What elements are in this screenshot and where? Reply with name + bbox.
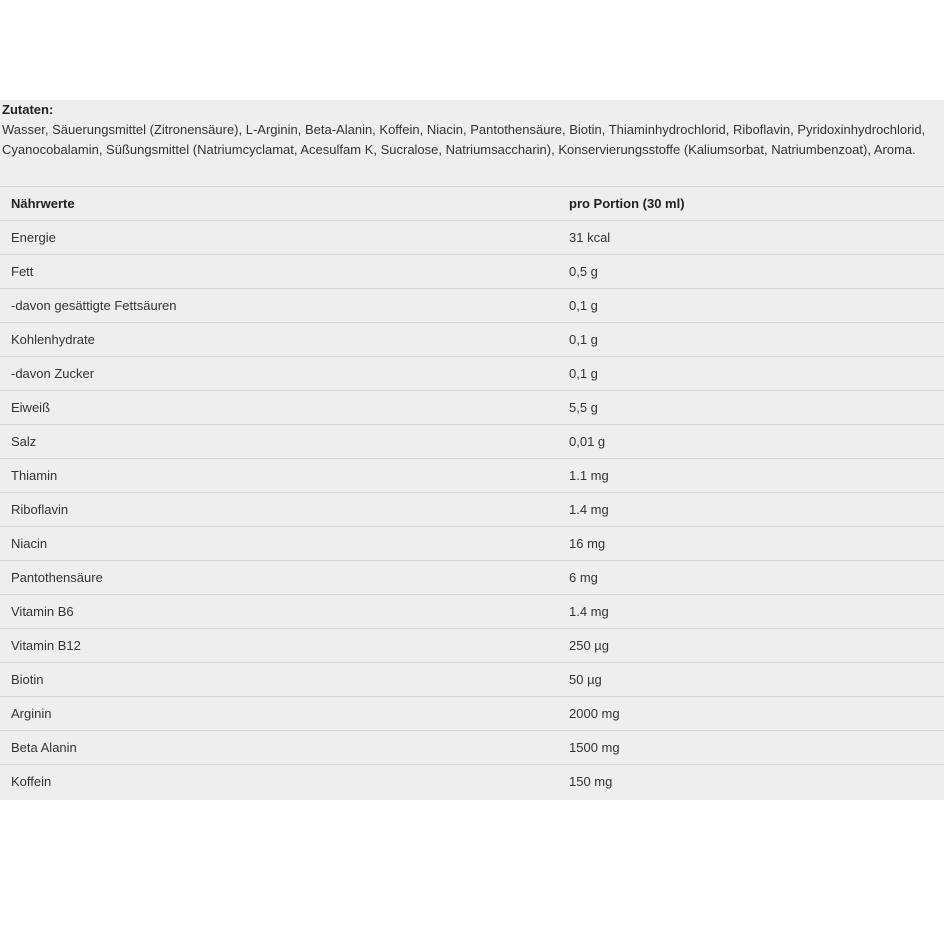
nutrient-value: 16 mg bbox=[558, 527, 944, 561]
table-row bbox=[0, 289, 944, 323]
table-row bbox=[0, 221, 944, 255]
table-row bbox=[0, 629, 944, 663]
nutrient-value: 31 kcal bbox=[558, 221, 944, 255]
table-row bbox=[0, 765, 944, 799]
nutrition-table bbox=[0, 186, 944, 798]
nutrient-value: 1.1 mg bbox=[558, 459, 944, 493]
nutrient-name: Thiamin bbox=[0, 459, 558, 493]
nutrient-value: 2000 mg bbox=[558, 697, 944, 731]
nutrient-value: 1.4 mg bbox=[558, 493, 944, 527]
nutrient-name: Koffein bbox=[0, 765, 558, 799]
ingredients-section bbox=[0, 100, 944, 186]
nutrient-name: Kohlenhydrate bbox=[0, 323, 558, 357]
table-row bbox=[0, 493, 944, 527]
nutrient-value: 250 µg bbox=[558, 629, 944, 663]
nutrient-name: Biotin bbox=[0, 663, 558, 697]
nutrient-name: Eiweiß bbox=[0, 391, 558, 425]
ingredients-text: Wasser, Säuerungsmittel (Zitronensäure), L-Arginin, Beta-Alanin, Koffein, Niacin, Pantothensäure, Biotin, Thiaminhydrochlorid, Riboflavin, Pyridoxinhydrochlorid, Cyanocobalamin, Süßungsmittel (Natriumcyclamat, Acesulfam K, Sucralose, Natriumsaccharin), Konservierungsstoffe (Kaliumsorbat, Natriumbenzoat), Aroma. bbox=[2, 122, 926, 157]
nutrient-name: Niacin bbox=[0, 527, 558, 561]
nutrient-value: 0,01 g bbox=[558, 425, 944, 459]
nutrient-value: 150 mg bbox=[558, 765, 944, 799]
product-info-panel bbox=[0, 100, 944, 800]
column-header-nutrient: Nährwerte bbox=[0, 187, 558, 221]
nutrition-header-row bbox=[0, 187, 944, 221]
nutrient-value: 0,1 g bbox=[558, 357, 944, 391]
ingredients-heading: Zutaten: bbox=[2, 102, 54, 117]
nutrient-name: Beta Alanin bbox=[0, 731, 558, 765]
nutrient-name: Arginin bbox=[0, 697, 558, 731]
nutrient-name: -davon gesättigte Fettsäuren bbox=[0, 289, 558, 323]
nutrient-name: Pantothensäure bbox=[0, 561, 558, 595]
nutrient-name: -davon Zucker bbox=[0, 357, 558, 391]
nutrient-value: 1500 mg bbox=[558, 731, 944, 765]
nutrient-value: 0,5 g bbox=[558, 255, 944, 289]
table-row bbox=[0, 561, 944, 595]
table-row bbox=[0, 255, 944, 289]
table-row bbox=[0, 663, 944, 697]
table-row bbox=[0, 731, 944, 765]
nutrient-value: 0,1 g bbox=[558, 289, 944, 323]
table-row bbox=[0, 425, 944, 459]
table-row bbox=[0, 527, 944, 561]
nutrient-name: Fett bbox=[0, 255, 558, 289]
nutrient-name: Salz bbox=[0, 425, 558, 459]
nutrient-value: 6 mg bbox=[558, 561, 944, 595]
nutrient-name: Riboflavin bbox=[0, 493, 558, 527]
column-header-per-portion: pro Portion (30 ml) bbox=[558, 187, 944, 221]
table-row bbox=[0, 323, 944, 357]
table-row bbox=[0, 357, 944, 391]
table-row bbox=[0, 391, 944, 425]
table-row bbox=[0, 459, 944, 493]
nutrient-value: 0,1 g bbox=[558, 323, 944, 357]
nutrient-name: Vitamin B12 bbox=[0, 629, 558, 663]
table-row bbox=[0, 697, 944, 731]
nutrient-value: 5,5 g bbox=[558, 391, 944, 425]
nutrient-value: 50 µg bbox=[558, 663, 944, 697]
nutrient-value: 1.4 mg bbox=[558, 595, 944, 629]
nutrient-name: Energie bbox=[0, 221, 558, 255]
table-row bbox=[0, 595, 944, 629]
nutrient-name: Vitamin B6 bbox=[0, 595, 558, 629]
